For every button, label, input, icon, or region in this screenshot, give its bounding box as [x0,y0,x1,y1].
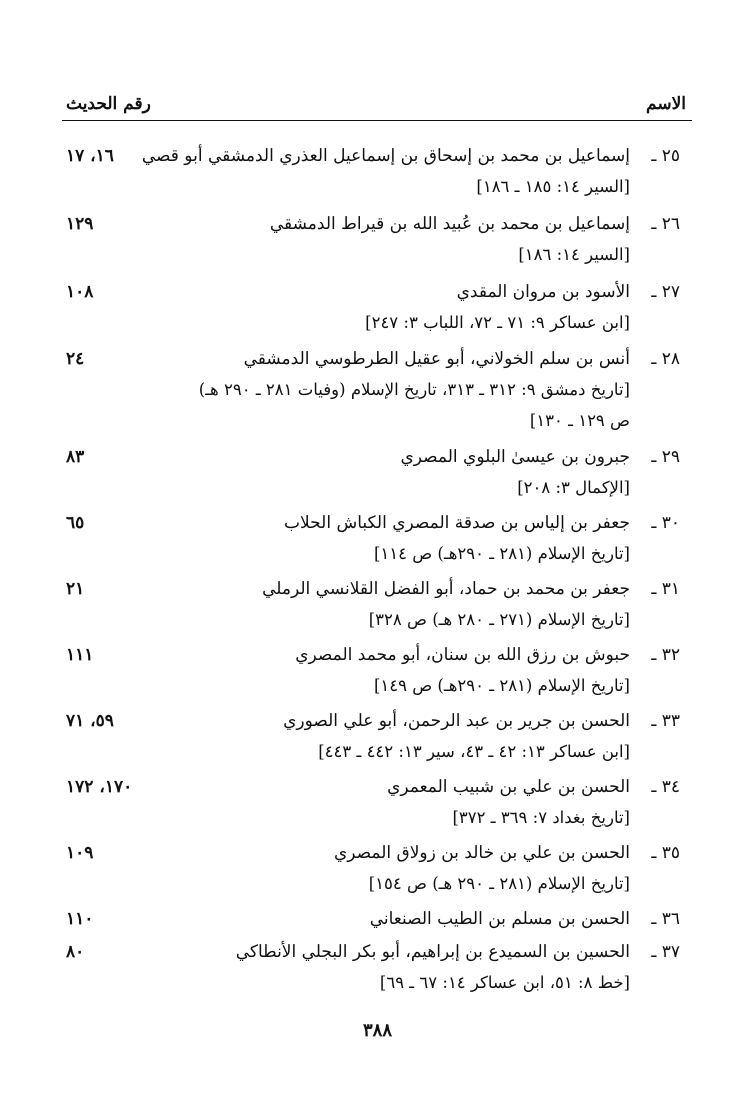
narrator-name: الحسن بن مسلم بن الطيب الصنعاني [369,909,630,929]
source-reference: [تاريخ الإسلام (٢٨١ ـ ٢٩٠ هـ) ص ١٥٤] [368,874,630,893]
source-reference: [ابن عساكر ٩: ٧١ ـ ٧٢، اللباب ٣: ٢٤٧] [365,313,630,332]
hadith-number-column-header: رقم الحديث [66,94,151,114]
page-number: ٣٨٨ [362,1020,392,1041]
source-reference: [الإكمال ٣: ٢٠٨] [517,478,630,497]
entry-number: ٣٥ ـ [651,843,680,863]
narrator-name: إسماعيل بن محمد بن عُبيد الله بن قيراط الدمشقي [269,214,630,234]
hadith-numbers: ١٧٠، ١٧٢ [66,777,133,797]
entry-number: ٣٧ ـ [651,942,680,962]
entry-number: ٣٣ ـ [651,711,680,731]
narrator-name: الحسن بن علي بن شبيب المعمري [387,777,630,797]
narrator-name: الأسود بن مروان المقدي [456,282,630,302]
source-reference-continued: ص ١٢٩ ـ ١٣٠] [529,411,630,430]
source-reference: [تاريخ دمشق ٩: ٣١٢ ـ ٣١٣، تاريخ الإسلام (وفيات ٢٨١ ـ ٢٩٠ هـ) [198,380,630,399]
narrator-name: جعفر بن إلياس بن صدقة المصري الكباش الحلاب [284,513,630,533]
entry-number: ٢٧ ـ [651,282,680,302]
narrator-name: أنس بن سلم الخولاني، أبو عقيل الطرطوسي الدمشقي [243,349,630,369]
source-reference: [خط ٨: ٥١، ابن عساكر ١٤: ٦٧ ـ ٦٩] [379,973,630,992]
narrator-name: إسماعيل بن محمد بن إسحاق بن إسماعيل العذري الدمشقي أبو قصي [141,146,630,166]
hadith-numbers: ٨٣ [66,447,85,467]
hadith-numbers: ١١١ [66,645,94,665]
hadith-numbers: ١١٠ [66,909,94,929]
hadith-numbers: ٢١ [66,579,85,599]
narrator-name: جبرون بن عيسىٰ البلوي المصري [400,447,630,467]
hadith-numbers: ٨٠ [66,942,85,962]
entry-number: ٣٢ ـ [651,645,680,665]
source-reference: [تاريخ الإسلام (٢٧١ ـ ٢٨٠ هـ) ص ٣٢٨] [368,610,630,629]
source-reference: [السير ١٤: ١٨٥ ـ ١٨٦] [476,177,630,196]
hadith-numbers: ١٠٨ [66,282,94,302]
narrator-name: الحسن بن علي بن خالد بن زولاق المصري [333,843,630,863]
entry-number: ٣٦ ـ [651,909,680,929]
narrator-name: الحسين بن السميدع بن إبراهيم، أبو بكر البجلي الأنطاكي [235,942,630,962]
entry-number: ٢٦ ـ [651,214,680,234]
hadith-numbers: ١٦، ١٧ [66,146,114,166]
hadith-numbers: ٦٥ [66,513,85,533]
entry-number: ٣١ ـ [651,579,680,599]
source-reference: [تاريخ الإسلام (٢٨١ ـ ٢٩٠هـ) ص ١١٤] [373,544,630,563]
narrator-name: الحسن بن جرير بن عبد الرحمن، أبو علي الصوري [283,711,630,731]
entry-number: ٣٠ ـ [651,513,680,533]
name-column-header: الاسم [646,94,686,114]
source-reference: [السير ١٤: ١٨٦] [518,245,630,264]
entry-number: ٢٥ ـ [651,146,680,166]
entry-number: ٣٤ ـ [651,777,680,797]
source-reference: [تاريخ الإسلام (٢٨١ ـ ٢٩٠هـ) ص ١٤٩] [373,676,630,695]
hadith-numbers: ٢٤ [66,349,85,369]
narrator-name: جعفر بن محمد بن حماد، أبو الفضل القلانسي الرملي [262,579,630,599]
hadith-numbers: ٥٩، ٧١ [66,711,114,731]
source-reference: [تاريخ بغداد ٧: ٣٦٩ ـ ٣٧٢] [452,808,630,827]
narrator-name: حبوش بن رزق الله بن سنان، أبو محمد المصري [295,645,630,665]
hadith-numbers: ١٢٩ [66,214,94,234]
entry-number: ٢٩ ـ [651,447,680,467]
hadith-numbers: ١٠٩ [66,843,94,863]
table-header [62,90,692,121]
entry-number: ٢٨ ـ [651,349,680,369]
source-reference: [ابن عساكر ١٣: ٤٢ ـ ٤٣، سير ١٣: ٤٤٢ ـ ٤٤٣] [318,742,630,761]
